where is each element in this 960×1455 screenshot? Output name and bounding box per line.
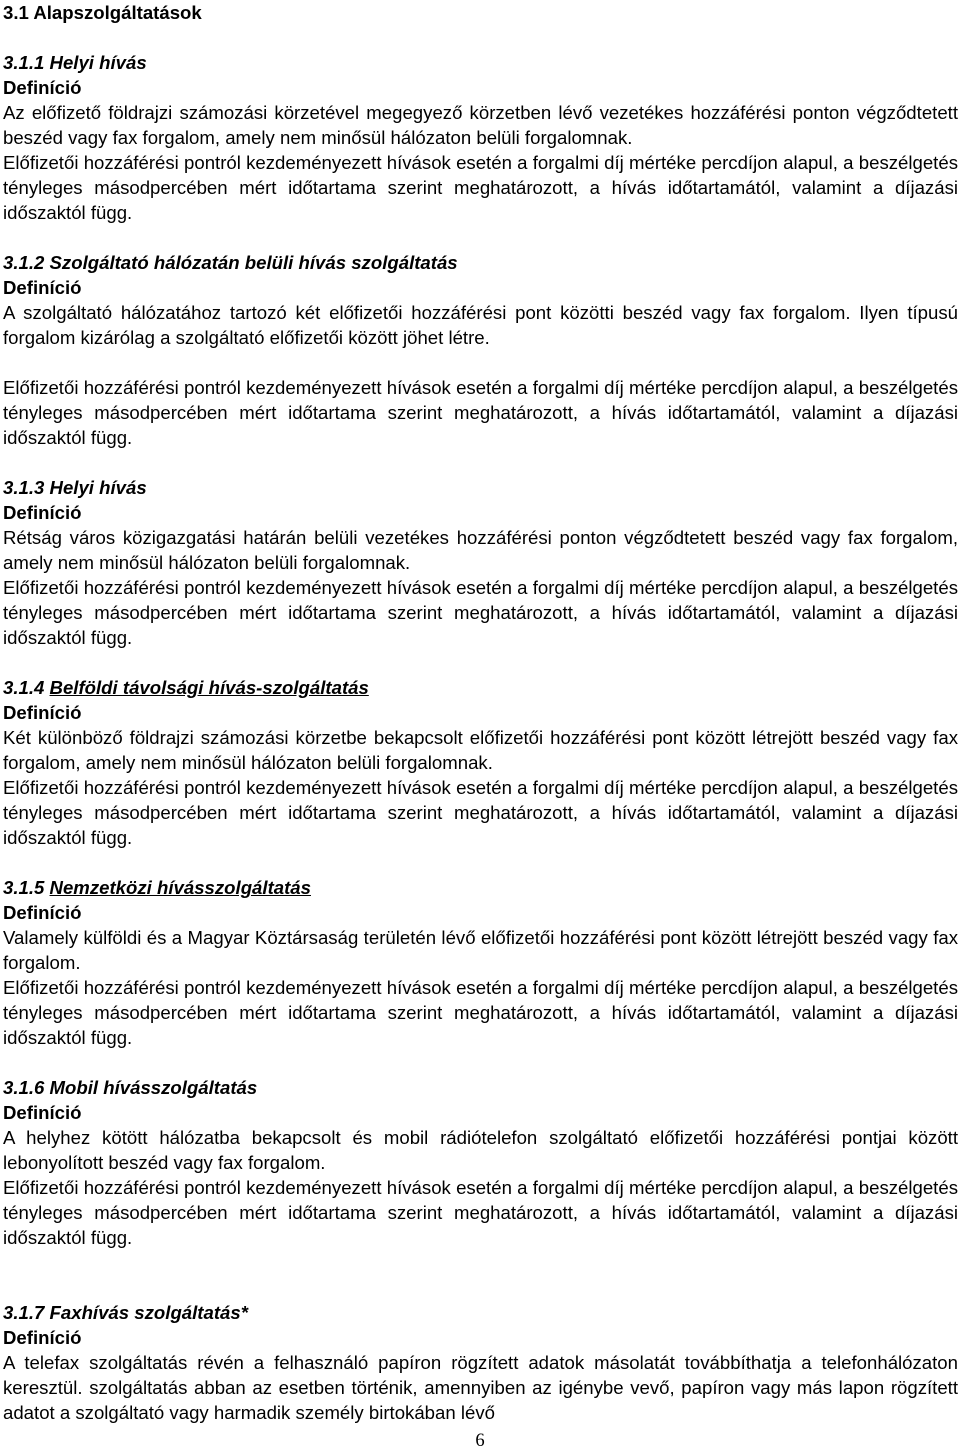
definition-label: Definíció (3, 902, 82, 923)
definition-paragraph: Az előfizető földrajzi számozási körzetével megegyező körzetben lévő vezetékes hozzáférési ponton végződtetett beszéd vagy fax forgalom, amely nem minősül hálózaton belüli forgalomnak. (3, 102, 958, 148)
section-number: 3.1.4 (3, 677, 45, 698)
spacer (3, 450, 958, 475)
definition-paragraph: A szolgáltató hálózatához tartozó két előfizetői hozzáférési pont közötti beszéd vagy fax forgalom. Ilyen típusú forgalom kizárólag a szolgáltató előfizetői között jöhet létre. (3, 302, 958, 348)
section-number: 3.1.1 (3, 52, 45, 73)
definition-paragraph: Két különböző földrajzi számozási körzetbe bekapcsolt előfizetői hozzáférési pont között létrejött beszéd vagy fax forgalom, amely nem minősül hálózaton belüli forgalomnak. (3, 727, 958, 773)
spacer (3, 650, 958, 675)
section-number: 3.1.7 (3, 1302, 45, 1323)
section-title-text: Belföldi távolsági hívás-szolgáltatás (49, 677, 369, 698)
definition-label: Definíció (3, 277, 82, 298)
definition-paragraph: Valamely külföldi és a Magyar Köztársaság területén lévő előfizetői hozzáférési pont között létrejött beszéd vagy fax forgalom. (3, 927, 958, 973)
section-title-text: Mobil hívásszolgáltatás (49, 1077, 258, 1098)
section-title (3, 1075, 958, 1100)
section-3-1-7 (3, 1300, 958, 1425)
spacer (3, 350, 958, 375)
spacer (3, 850, 958, 875)
section-title (3, 1300, 958, 1325)
section-3-1-5 (3, 875, 958, 1050)
section-title-text: Faxhívás szolgáltatás* (49, 1302, 248, 1323)
spacer (3, 225, 958, 250)
section-title-text: Szolgáltató hálózatán belüli hívás szolgáltatás (49, 252, 458, 273)
section-title-text: Helyi hívás (49, 52, 147, 73)
section-title (3, 675, 958, 700)
section-title (3, 50, 958, 75)
section-title (3, 250, 958, 275)
section-3-1-6 (3, 1075, 958, 1250)
section-3-1-2 (3, 250, 958, 450)
section-title (3, 475, 958, 500)
definition-paragraph: A telefax szolgáltatás révén a felhasználó papíron rögzített adatok másolatát továbbíthatja a telefonhálózaton keresztül. szolgáltatás abban az esetben történik, amennyiben az igénybe vevő, papíron vagy más lapon rögzített adatot a szolgáltató vagy harmadik személy birtokában lévő (3, 1352, 958, 1423)
section-number: 3.1.3 (3, 477, 45, 498)
section-3-1-4 (3, 675, 958, 850)
fee-paragraph: Előfizetői hozzáférési pontról kezdeményezett hívások esetén a forgalmi díj mértéke percdíjon alapul, a beszélgetés tényleges másodpercében mért időtartama szerint meghatározott, a hívás időtartamától, valamint a díjazási időszaktól függ. (3, 1177, 958, 1248)
fee-paragraph: Előfizetői hozzáférési pontról kezdeményezett hívások esetén a forgalmi díj mértéke percdíjon alapul, a beszélgetés tényleges másodpercében mért időtartama szerint meghatározott, a hívás időtartamától, valamint a díjazási időszaktól függ. (3, 377, 958, 448)
definition-paragraph: Rétság város közigazgatási határán belüli vezetékes hozzáférési ponton végződtetett beszéd vagy fax forgalom, amely nem minősül hálózaton belüli forgalomnak. (3, 527, 958, 573)
spacer (3, 1050, 958, 1075)
section-3-1-3 (3, 475, 958, 650)
section-title (3, 875, 958, 900)
section-number: 3.1.2 (3, 252, 45, 273)
section-number: 3.1.5 (3, 877, 45, 898)
definition-label: Definíció (3, 77, 82, 98)
definition-label: Definíció (3, 702, 82, 723)
section-title-text: Nemzetközi hívásszolgáltatás (49, 877, 311, 898)
definition-label: Definíció (3, 1327, 82, 1348)
definition-label: Definíció (3, 1102, 82, 1123)
section-number: 3.1.6 (3, 1077, 45, 1098)
fee-paragraph: Előfizetői hozzáférési pontról kezdeményezett hívások esetén a forgalmi díj mértéke percdíjon alapul, a beszélgetés tényleges másodpercében mért időtartama szerint meghatározott, a hívás időtartamától, valamint a díjazási időszaktól függ. (3, 977, 958, 1048)
fee-paragraph: Előfizetői hozzáférési pontról kezdeményezett hívások esetén a forgalmi díj mértéke percdíjon alapul, a beszélgetés tényleges másodpercében mért időtartama szerint meghatározott, a hívás időtartamától, valamint a díjazási időszaktól függ. (3, 577, 958, 648)
page-number: 6 (475, 1430, 485, 1451)
chapter-heading: 3.1 Alapszolgáltatások (3, 2, 202, 23)
fee-paragraph: Előfizetői hozzáférési pontról kezdeményezett hívások esetén a forgalmi díj mértéke percdíjon alapul, a beszélgetés tényleges másodpercében mért időtartama szerint meghatározott, a hívás időtartamától, valamint a díjazási időszaktól függ. (3, 152, 958, 223)
section-3-1-1 (3, 50, 958, 225)
section-title-text: Helyi hívás (49, 477, 147, 498)
definition-label: Definíció (3, 502, 82, 523)
document-page (3, 0, 958, 1425)
fee-paragraph: Előfizetői hozzáférési pontról kezdeményezett hívások esetén a forgalmi díj mértéke percdíjon alapul, a beszélgetés tényleges másodpercében mért időtartama szerint meghatározott, a hívás időtartamától, valamint a díjazási időszaktól függ. (3, 777, 958, 848)
spacer (3, 1250, 958, 1300)
definition-paragraph: A helyhez kötött hálózatba bekapcsolt és mobil rádiótelefon szolgáltató előfizetői hozzáférési pontjai között lebonyolított beszéd vagy fax forgalom. (3, 1127, 958, 1173)
spacer (3, 25, 958, 50)
